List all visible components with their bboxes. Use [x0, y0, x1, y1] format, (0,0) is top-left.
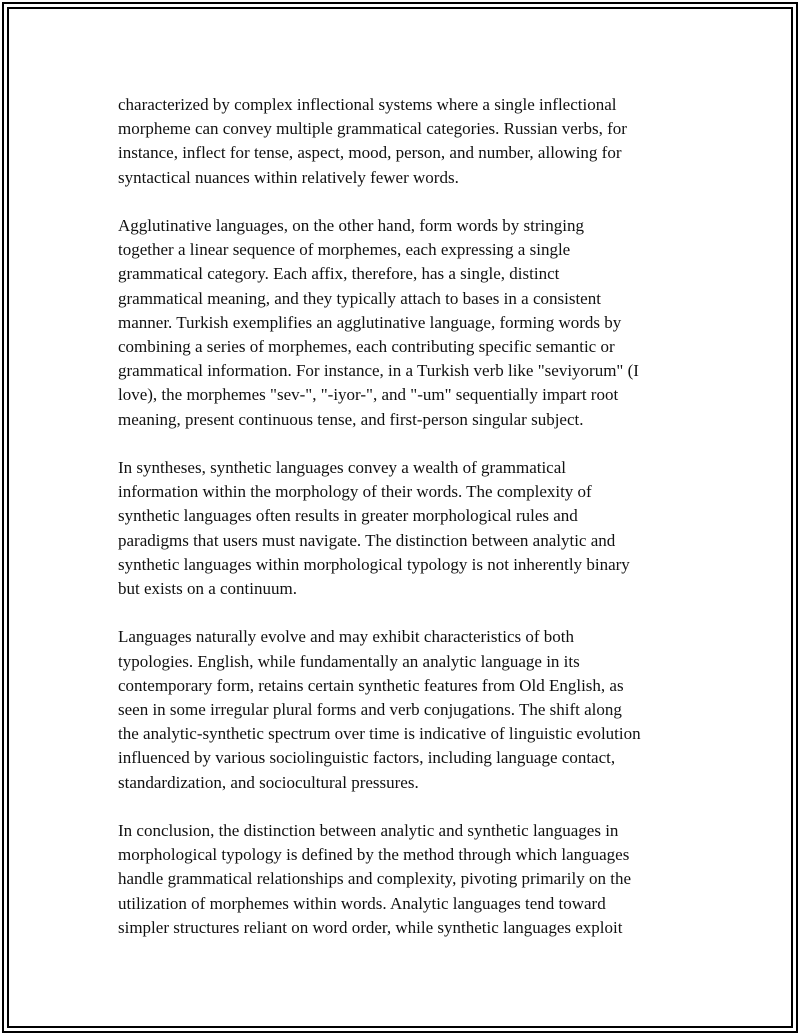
text-line: grammatical meaning, and they typically attach to bases in a consistent — [118, 288, 601, 308]
text-line: synthetic languages often results in greater morphological rules and — [118, 506, 578, 526]
text-line: manner. Turkish exemplifies an agglutinative language, forming words by — [118, 312, 622, 332]
paragraph-inflectional — [118, 93, 698, 190]
text-line: In conclusion, the distinction between analytic and synthetic languages in — [118, 821, 619, 841]
paragraph-evolution — [118, 625, 698, 794]
text-line: contemporary form, retains certain synthetic features from Old English, as — [118, 675, 624, 695]
text-line: seen in some irregular plural forms and verb conjugations. The shift along — [118, 700, 622, 720]
paragraph-conclusion — [118, 819, 698, 940]
text-line: standardization, and sociocultural pressures. — [118, 772, 419, 792]
text-line: utilization of morphemes within words. Analytic languages tend toward — [118, 893, 606, 913]
text-line: Agglutinative languages, on the other hand, form words by stringing — [118, 216, 584, 235]
text-line: handle grammatical relationships and complexity, pivoting primarily on the — [118, 869, 632, 889]
text-line: the analytic-synthetic spectrum over time is indicative of linguistic evolution — [118, 724, 641, 744]
paragraph-syntheses — [118, 456, 698, 601]
text-line: paradigms that users must navigate. The distinction between analytic and — [118, 530, 616, 550]
text-line: morpheme can convey multiple grammatical categories. Russian verbs, for — [118, 119, 627, 139]
text-line: synthetic languages within morphological typology is not inherently binary — [118, 554, 630, 574]
text-line: instance, inflect for tense, aspect, mood, person, and number, allowing for — [118, 143, 622, 163]
text-line: syntactical nuances within relatively fewer words. — [118, 167, 459, 187]
text-line: together a linear sequence of morphemes, each expressing a single — [118, 240, 571, 260]
text-line: meaning, present continuous tense, and first-person singular subject. — [118, 409, 584, 429]
text-line: simpler structures reliant on word order, while synthetic languages exploit — [118, 917, 623, 937]
text-line: typologies. English, while fundamentally an analytic language in its — [118, 651, 580, 671]
text-line: combining a series of morphemes, each contributing specific semantic or — [118, 337, 615, 357]
text-line: morphological typology is defined by the method through which languages — [118, 845, 630, 865]
text-line: information within the morphology of their words. The complexity of — [118, 482, 592, 502]
text-line: love), the morphemes "sev-", "-iyor-", and "-um" sequentially impart root — [118, 385, 619, 405]
text-line: but exists on a continuum. — [118, 579, 297, 599]
paragraph-agglutinative — [118, 214, 698, 432]
text-line: Languages naturally evolve and may exhibit characteristics of both — [118, 627, 575, 647]
text-line: influenced by various sociolinguistic factors, including language contact, — [118, 748, 616, 768]
document-body — [118, 93, 698, 964]
text-line: In syntheses, synthetic languages convey a wealth of grammatical — [118, 458, 566, 478]
text-line: characterized by complex inflectional systems where a single inflectional — [118, 95, 617, 114]
text-line: grammatical information. For instance, in a Turkish verb like "seviyorum" (I — [118, 361, 639, 381]
text-line: grammatical category. Each affix, therefore, has a single, distinct — [118, 264, 560, 284]
